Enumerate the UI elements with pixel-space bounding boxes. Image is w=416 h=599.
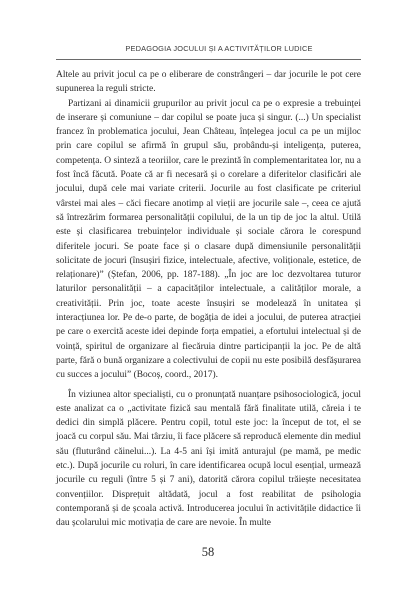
header-divider bbox=[56, 59, 361, 60]
running-header-title: PEDAGOGIA JOCULUI ȘI A ACTIVITĂȚILOR LUDICE bbox=[125, 44, 313, 53]
paragraph-2: Partizani ai dinamicii grupurilor au privit jocul ca pe o expresie a trebuinței de inserare și comuniune – dar copilul se poate juca și singur. (...) Un specialist francez în problematica jocului, Jean Château, înțelegea jocul ca pe un mijloc prin care copilul se afirmă în grupul său, probându-și inteligența, puterea, competența. O sinteză a teoriilor, care le prezintă în complementaritatea lor, nu a fost încă făcută. Poate că ar fi necesară și o corelare a diferitelor clasificări ale jocului, după cele mai variate criterii. Jocurile au fost clasificate pe criteriul vârstei mai ales – căci fiecare anotimp al vieții are jocurile sale –, ceea ce ajută să întrezărim formarea personalității copilului, de la un tip de joc la altul. Utilă este și clasificarea trebuințelor individuale și sociale cărora le corespund diferitele jocuri. Se poate face și o clasare după dimensiunile personalității solicitate de jocuri (însușiri fizice, intelectuale, afective, voliționale, estetice, de relaționare)” (Ștefan, 2006, pp. 187-188). „În joc are loc dezvoltarea tuturor laturilor personalității – a capacităților intelectuale, a calităților morale, a creativității. Prin joc, toate aceste însușiri se modelează în unitatea și interacțiunea lor. Pe de-o parte, de bogăția de idei a jocului, de puterea atracției pe care o exercită aceste idei depinde forța empatiei, a efortului intelectual și de voință, spiritul de organizare al fiecăruia dintre participanții la joc. Pe de altă parte, fără o bună organizare a colectivului de copii nu este posibilă desfășurarea cu succes a jocului” (Bocoș, coord., 2017). bbox=[56, 98, 361, 381]
paragraph-1: Altele au privit jocul ca pe o eliberare de constrângeri – dar jocurile le pot cere supunerea la reguli stricte. bbox=[56, 70, 361, 95]
page-number: 58 bbox=[201, 545, 215, 559]
body-text bbox=[56, 68, 361, 531]
paragraph-3: În viziunea altor specialiști, cu o pronunțată nuanțare psihosociologică, jocul este analizat ca o „activitate fizică sau mentală fără finalitate utilă, căreia i te dedici din simplă plăcere. Pentru copil, totul este joc: la început de tot, el se joacă cu corpul său. Mai târziu, îi face plăcere să reproducă elemente din mediul său (fluturând căinelui...). La 4-5 ani își imită anturajul (pe mamă, pe medic etc.). După jocurile cu roluri, în care identificarea ocupă locul esențial, urmează jocurile cu reguli (între 5 și 7 ani), datorită cărora copilul trăiește necesitatea convențiilor. Disprețuit altădată, jocul a fost reabilitat de psihologia contemporană și de școala activă. Introducerea jocului în activitățile didactice îi dau școlarului mic motivația de care are nevoie. În multe bbox=[56, 389, 361, 529]
